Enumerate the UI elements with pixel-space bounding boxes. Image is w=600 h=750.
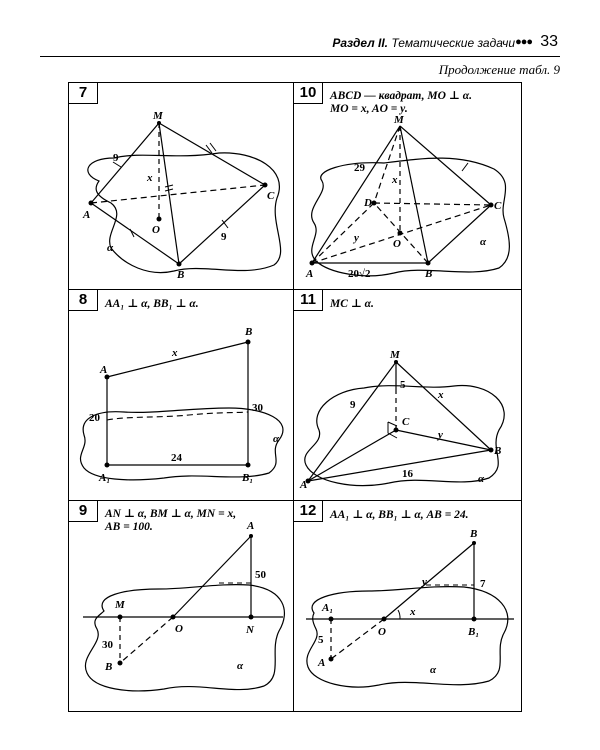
value-bc: 9 [221, 231, 227, 243]
segment-bo [384, 543, 474, 619]
label-x: x [392, 174, 398, 186]
page-header [40, 30, 560, 57]
plane-alpha [80, 408, 282, 480]
segment-oa-hidden [331, 619, 384, 659]
problem-number: 9 [69, 501, 98, 522]
point-b1 [472, 617, 477, 622]
segment-ob-hidden [120, 617, 173, 663]
edge-ma [91, 123, 159, 203]
segment-ab [107, 342, 248, 377]
angle-mark [398, 610, 400, 619]
problem-9-figure [69, 501, 293, 711]
problem-11-figure [294, 290, 521, 500]
problem-10-cell [294, 83, 521, 289]
point-b [489, 448, 494, 453]
problem-9-cell [69, 501, 293, 711]
value-an: 50 [255, 569, 266, 581]
point-b [426, 261, 431, 266]
value-aa1: 5 [318, 634, 324, 646]
label-alpha: α [107, 242, 114, 254]
value-ma: 9 [350, 399, 356, 411]
tick-mark [165, 185, 173, 187]
label-alpha: α [237, 660, 244, 672]
point-o [157, 217, 162, 222]
label-x: x [410, 606, 416, 618]
label-a1: A₁ [322, 602, 334, 614]
label-o: O [393, 238, 401, 250]
value-bm: 30 [102, 639, 113, 651]
label-b1: B₁ [242, 472, 254, 484]
plane-alpha [88, 153, 281, 273]
label-a: A [247, 520, 255, 532]
point-o [382, 617, 387, 622]
label-a1: A₁ [99, 472, 111, 484]
point-a [329, 657, 334, 662]
point-a [310, 261, 315, 266]
edge-md-hidden [374, 126, 400, 203]
problem-number: 10 [294, 83, 323, 104]
value-bb1: 7 [480, 578, 486, 590]
label-b: B [105, 661, 113, 673]
edge-mb [159, 123, 179, 264]
label-b: B [494, 445, 502, 457]
problem-table [68, 82, 522, 712]
point-a [89, 201, 94, 206]
label-c: C [402, 416, 410, 428]
label-c: C [267, 190, 275, 202]
point-c [394, 428, 399, 433]
label-b: B [425, 268, 433, 280]
label-alpha: α [273, 433, 280, 445]
label-y: y [354, 232, 359, 244]
edge-mc [159, 123, 265, 185]
label-x: x [147, 172, 153, 184]
edge-mb [396, 362, 491, 450]
value-ma: 9 [113, 152, 119, 164]
label-alpha: α [480, 236, 487, 248]
value-ab: 16 [402, 468, 413, 480]
label-a: A [100, 364, 108, 376]
value-aa1: 20 [89, 412, 100, 424]
problem-7-figure [69, 83, 293, 289]
edge-ac-hidden [91, 185, 265, 203]
right-angle-mark [388, 422, 397, 426]
point-b1 [246, 463, 251, 468]
value-a1b1: 24 [171, 452, 182, 464]
label-y: y [438, 429, 443, 441]
edge-bc [179, 185, 265, 264]
value-ab: 20√2 [348, 268, 371, 280]
label-b: B [177, 269, 185, 281]
header-dots-icon: ●●● [515, 36, 532, 48]
label-y: y [422, 576, 427, 588]
problem-8-cell [69, 290, 293, 500]
point-c [263, 183, 268, 188]
label-m: M [115, 599, 125, 611]
problem-8-figure [69, 290, 293, 500]
label-b: B [245, 326, 253, 338]
label-x: x [438, 389, 444, 401]
label-m: M [390, 349, 400, 361]
label-m: M [153, 110, 163, 122]
problem-condition: AN ⊥ α, BM ⊥ α, MN = x, AB = 100. [105, 508, 237, 533]
section-title: Раздел II. Тематические задачи [332, 36, 515, 50]
segment-cb [396, 430, 491, 450]
label-o: O [378, 626, 386, 638]
value-ma: 29 [354, 162, 365, 174]
point-m [118, 615, 123, 620]
label-o: O [175, 623, 183, 635]
edge-ad-hidden [312, 203, 374, 263]
label-x: x [172, 347, 178, 359]
hidden-contour [107, 412, 248, 420]
problem-number: 11 [294, 290, 323, 311]
value-bb1: 30 [252, 402, 263, 414]
value-mc: 5 [400, 379, 406, 391]
page-number: 33 [540, 33, 558, 50]
problem-number: 7 [69, 83, 98, 104]
point-b [246, 340, 251, 345]
label-a: A [306, 268, 314, 280]
label-alpha: α [430, 664, 437, 676]
label-a: A [318, 657, 326, 669]
point-a1 [329, 617, 334, 622]
point-c [489, 203, 494, 208]
tick-mark [462, 163, 468, 171]
label-o: O [152, 224, 160, 236]
problem-number: 12 [294, 501, 323, 522]
label-n: N [246, 624, 254, 636]
edge-bc [428, 205, 491, 263]
problem-12-cell [294, 501, 521, 711]
point-b [472, 541, 476, 545]
point-b [118, 661, 123, 666]
problem-11-cell [294, 290, 521, 500]
problem-10-figure [294, 83, 521, 289]
point-d [372, 201, 377, 206]
label-alpha: α [478, 473, 485, 485]
label-b1: B₁ [468, 626, 480, 638]
point-a1 [105, 463, 110, 468]
label-a: A [83, 209, 91, 221]
problem-number: 8 [69, 290, 98, 311]
point-n [249, 615, 254, 620]
continuation-note: Продолжение табл. 9 [438, 62, 560, 77]
point-b [177, 262, 182, 267]
label-d: D [364, 197, 372, 209]
segment-ao [173, 536, 251, 617]
problem-condition: AA₁ ⊥ α, BB₁ ⊥ α, AB = 24. [330, 509, 469, 521]
label-c: C [494, 200, 502, 212]
label-m: M [394, 114, 404, 126]
problem-12-figure [294, 501, 521, 711]
point-o [398, 231, 403, 236]
edge-ab [91, 203, 179, 264]
problem-condition: AA₁ ⊥ α, BB₁ ⊥ α. [105, 298, 199, 310]
label-a: A [300, 479, 308, 491]
problem-condition: ABCD — квадрат, MO ⊥ α. MO = x, AO = y. [330, 90, 472, 115]
edge-dc-hidden [374, 203, 491, 205]
point-a [249, 534, 253, 538]
problem-7-cell [69, 83, 293, 289]
point-o [171, 615, 176, 620]
problem-condition: MC ⊥ α. [330, 298, 374, 310]
edge-ma [308, 362, 396, 481]
label-b: B [470, 528, 478, 540]
tick-mark [210, 143, 216, 151]
